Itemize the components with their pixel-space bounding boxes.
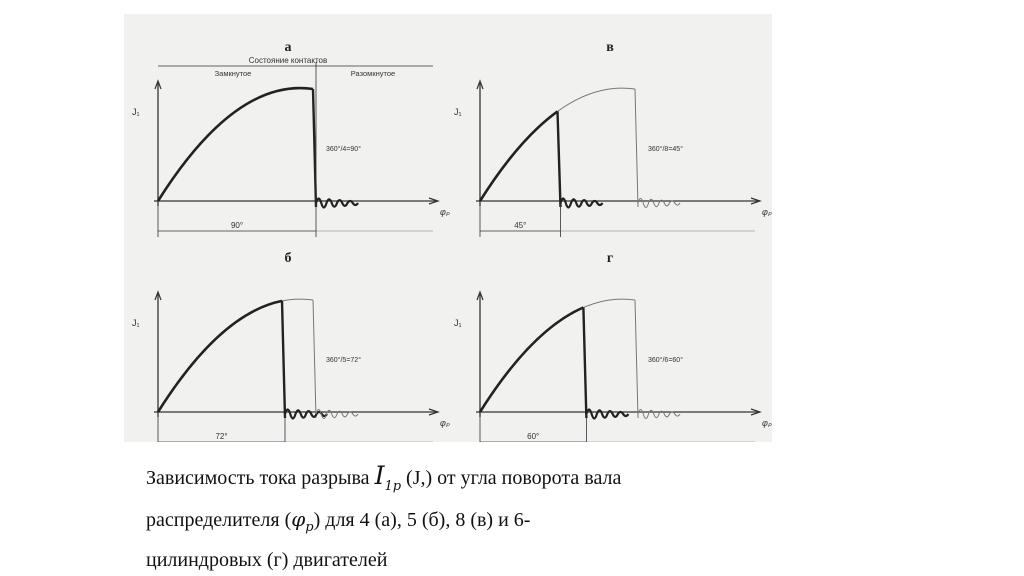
angle-note: 360°/6=60°: [648, 357, 683, 364]
closed-label: Замкнутое: [214, 69, 252, 78]
open-label: Разомкнутое: [350, 69, 396, 78]
x-axis-label: φₚ: [440, 418, 450, 428]
caption-line-3: цилиндровых (г) двигателей: [146, 549, 388, 571]
angle-note: 360°/8=45°: [648, 146, 683, 153]
panel-letter: в: [606, 40, 614, 55]
figure-caption: [146, 460, 786, 576]
x-axis-label: φₚ: [762, 418, 772, 428]
y-axis-label: J₁: [132, 318, 140, 328]
panel-letter: а: [284, 40, 292, 55]
current-symbol: $I_{1p}$: [374, 461, 402, 494]
span-label: 60°: [527, 432, 540, 441]
x-axis-label: φₚ: [762, 207, 772, 217]
y-axis-label: J₁: [454, 107, 462, 117]
angle-symbol: $\varphi_р$: [291, 507, 314, 535]
caption-line-1: Зависимость тока разрыва $I_{1p}$ (J,) от угла поворота вала: [146, 461, 622, 494]
angle-note: 360°/4=90°: [326, 146, 361, 153]
scan-background: [124, 14, 772, 442]
angle-note: 360°/5=72°: [326, 357, 361, 364]
contact-state-title: Состояние контактов: [248, 56, 328, 65]
oscillogram-figure: [124, 14, 772, 442]
panel-letter: б: [284, 251, 292, 266]
span-label: 90°: [230, 221, 244, 230]
y-axis-label: J₁: [132, 107, 140, 117]
span-label: 45°: [514, 221, 527, 230]
x-axis-label: φₚ: [440, 207, 450, 217]
caption-line-2: распределителя $(\varphi_р)$ для 4 (а), 5 (б), 8 (в) и 6-: [146, 507, 531, 535]
span-label: 72°: [215, 432, 228, 441]
y-axis-label: J₁: [454, 318, 462, 328]
panel-letter: г: [606, 251, 614, 266]
